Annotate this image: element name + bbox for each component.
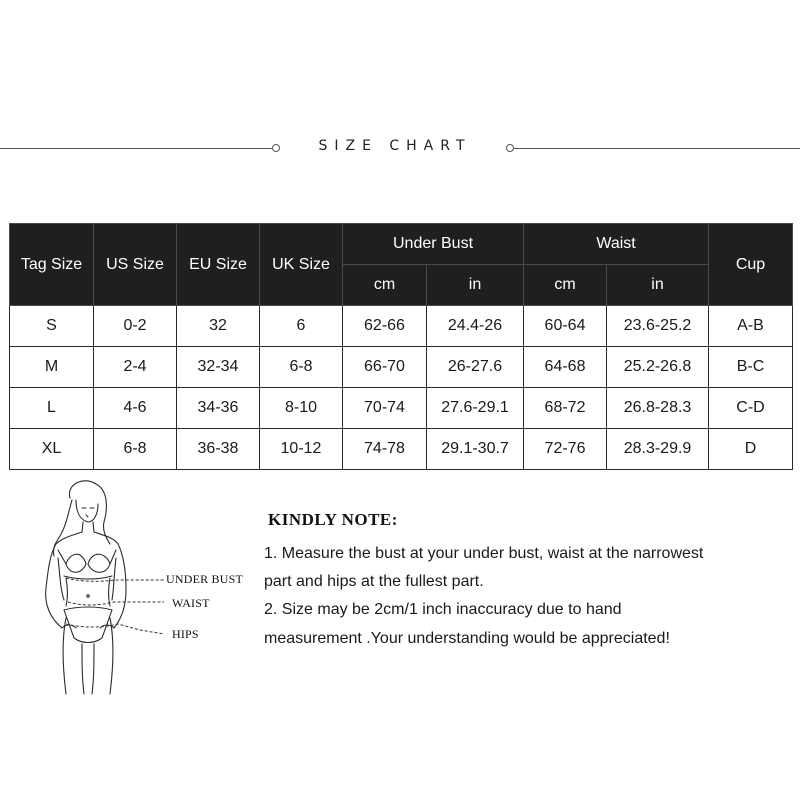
- col-header-us-size: US Size: [94, 224, 177, 306]
- table-cell: 62-66: [343, 306, 427, 347]
- col-subheader-waist-in: in: [607, 265, 709, 306]
- table-cell: C-D: [709, 388, 793, 429]
- header-rule-left: [0, 148, 272, 149]
- table-cell: XL: [10, 429, 94, 470]
- table-cell: 8-10: [260, 388, 343, 429]
- note-line: 1. Measure the bust at your under bust, waist at the narrowest: [264, 545, 704, 562]
- under-bust-label: UNDER BUST: [166, 572, 244, 586]
- table-cell: 0-2: [94, 306, 177, 347]
- table-cell: 6-8: [260, 347, 343, 388]
- table-row: [10, 429, 793, 470]
- header-ornament-left: [272, 144, 280, 152]
- note-title: KINDLY NOTE:: [268, 510, 398, 529]
- table-cell: 26.8-28.3: [607, 388, 709, 429]
- table-row: [10, 347, 793, 388]
- col-header-waist: Waist: [524, 224, 709, 265]
- table-cell: 70-74: [343, 388, 427, 429]
- table-cell: S: [10, 306, 94, 347]
- table-cell: 10-12: [260, 429, 343, 470]
- hips-label: HIPS: [172, 627, 199, 641]
- table-cell: 34-36: [177, 388, 260, 429]
- col-header-tag-size: Tag Size: [10, 224, 94, 306]
- table-cell: 29.1-30.7: [427, 429, 524, 470]
- table-row: [10, 306, 793, 347]
- table-cell: 32: [177, 306, 260, 347]
- col-subheader-under-bust-cm: cm: [343, 265, 427, 306]
- table-cell: 6-8: [94, 429, 177, 470]
- table-cell: 27.6-29.1: [427, 388, 524, 429]
- woman-outline-illustration: [22, 478, 252, 696]
- table-cell: M: [10, 347, 94, 388]
- page-title: SIZE CHART: [318, 138, 472, 154]
- table-cell: 2-4: [94, 347, 177, 388]
- table-cell: 74-78: [343, 429, 427, 470]
- col-header-eu-size: EU Size: [177, 224, 260, 306]
- note-line: measurement .Your understanding would be appreciated!: [264, 630, 670, 647]
- table-cell: 23.6-25.2: [607, 306, 709, 347]
- note-line: 2. Size may be 2cm/1 inch inaccuracy due to hand: [264, 601, 622, 618]
- table-cell: 25.2-26.8: [607, 347, 709, 388]
- waist-label: WAIST: [172, 596, 210, 610]
- table-cell: 4-6: [94, 388, 177, 429]
- table-cell: D: [709, 429, 793, 470]
- table-cell: 72-76: [524, 429, 607, 470]
- table-cell: L: [10, 388, 94, 429]
- col-subheader-under-bust-in: in: [427, 265, 524, 306]
- table-cell: 36-38: [177, 429, 260, 470]
- table-cell: 68-72: [524, 388, 607, 429]
- table-row: [10, 388, 793, 429]
- col-subheader-waist-cm: cm: [524, 265, 607, 306]
- table-cell: 32-34: [177, 347, 260, 388]
- note-line: part and hips at the fullest part.: [264, 573, 484, 590]
- body-measurement-figure: [22, 478, 252, 696]
- col-header-under-bust: Under Bust: [343, 224, 524, 265]
- table-cell: 6: [260, 306, 343, 347]
- table-cell: 64-68: [524, 347, 607, 388]
- table-cell: 28.3-29.9: [607, 429, 709, 470]
- header-rule-right: [513, 148, 800, 149]
- table-cell: 24.4-26: [427, 306, 524, 347]
- col-header-uk-size: UK Size: [260, 224, 343, 306]
- table-cell: A-B: [709, 306, 793, 347]
- size-table: [9, 223, 793, 470]
- table-cell: 26-27.6: [427, 347, 524, 388]
- table-cell: 60-64: [524, 306, 607, 347]
- table-cell: 66-70: [343, 347, 427, 388]
- table-cell: B-C: [709, 347, 793, 388]
- col-header-cup: Cup: [709, 224, 793, 306]
